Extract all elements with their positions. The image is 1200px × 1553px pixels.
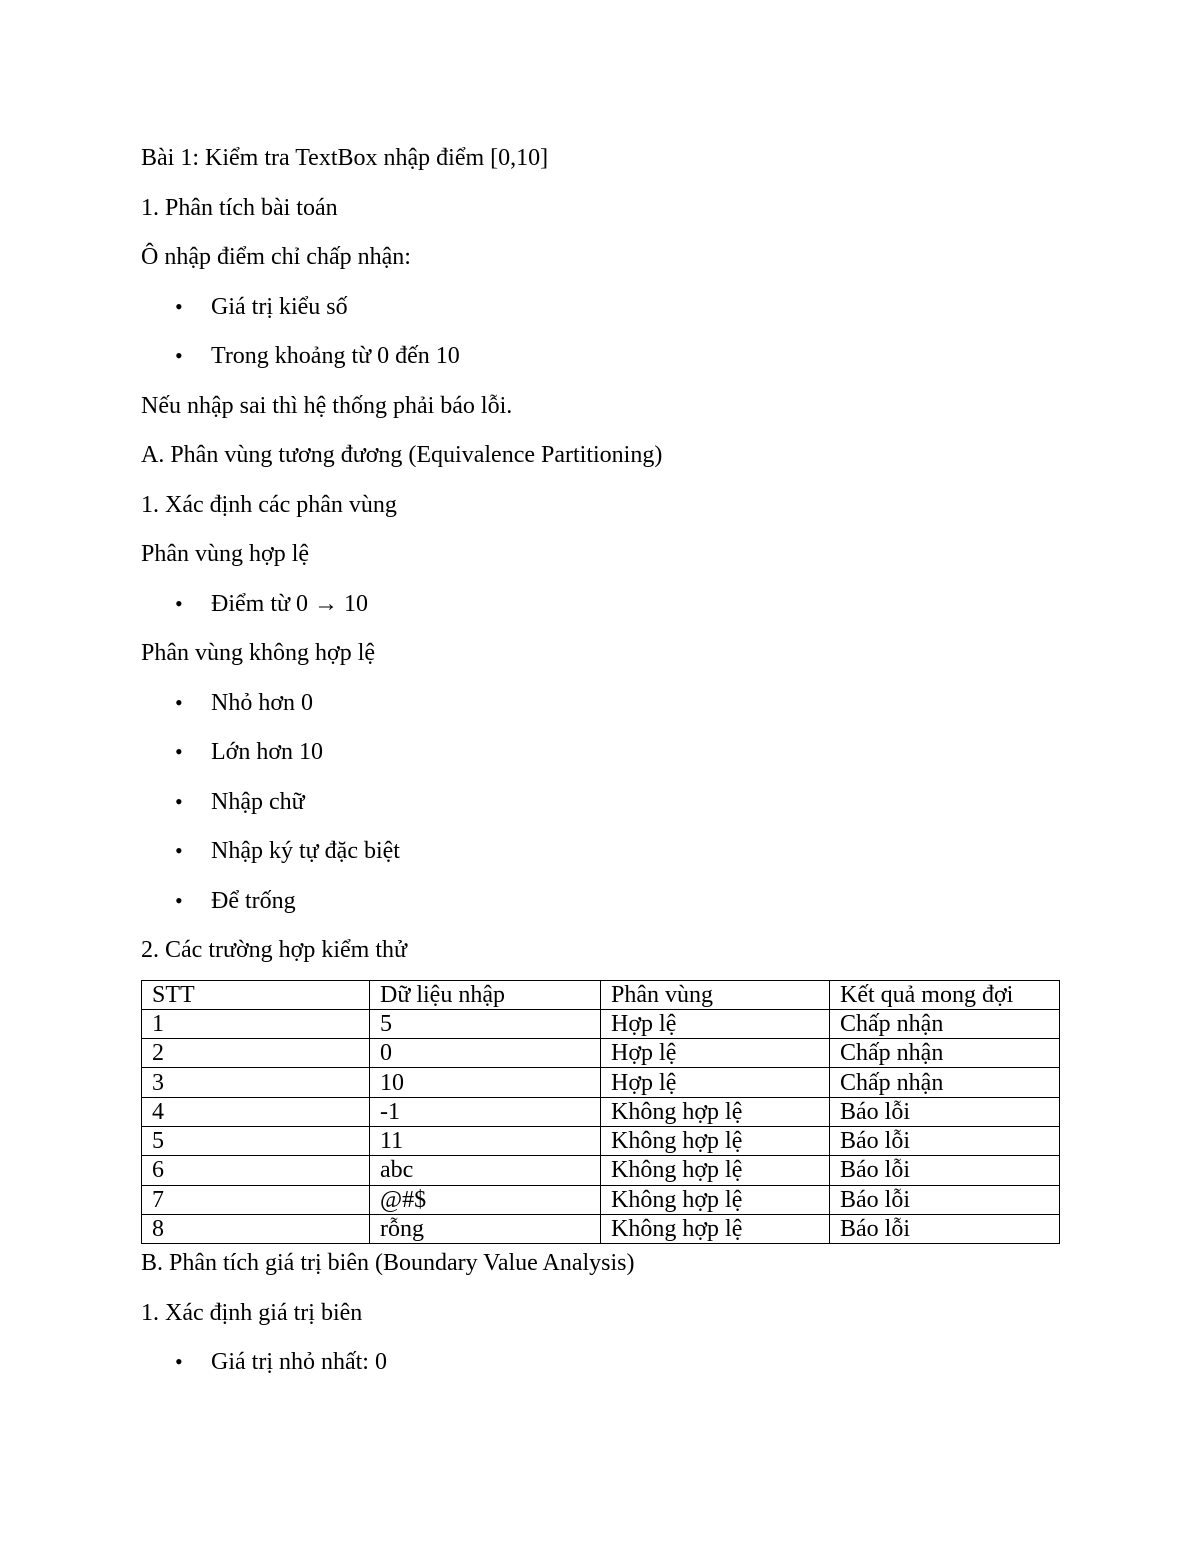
part-b-sub1-heading: 1. Xác định giá trị biên — [141, 1299, 363, 1326]
invalid-partition-heading: Phân vùng không hợp lệ — [141, 640, 376, 666]
table-cell: Hợp lệ — [601, 1009, 830, 1038]
table-cell: 1 — [142, 1009, 370, 1038]
table-cell: 0 — [370, 1039, 601, 1068]
table-cell: Không hợp lệ — [601, 1185, 830, 1214]
invalid-partition-item: • Để trống — [141, 883, 1059, 933]
table-cell: Báo lỗi — [830, 1097, 1060, 1126]
table-row — [142, 1156, 1060, 1185]
invalid-partition-item: • Nhập ký tự đặc biệt — [141, 833, 1059, 883]
document-title: Bài 1: Kiểm tra TextBox nhập điểm [0,10] — [141, 145, 549, 171]
table-row — [142, 1097, 1060, 1126]
invalid-partition-item: • Nhập chữ — [141, 784, 1059, 834]
table-cell: Không hợp lệ — [601, 1214, 830, 1243]
invalid-partition-item: • Nhỏ hơn 0 — [141, 685, 1059, 735]
part-a-heading: A. Phân vùng tương đương (Equivalence Partitioning) — [141, 442, 663, 468]
table-cell: Báo lỗi — [830, 1185, 1060, 1214]
table-cell: 10 — [370, 1068, 601, 1097]
table-cell: Chấp nhận — [830, 1039, 1060, 1068]
table-cell: 4 — [142, 1097, 370, 1126]
part-a-sub2-heading: 2. Các trường hợp kiểm thử — [141, 937, 408, 963]
document-page — [141, 140, 1059, 1394]
table-cell: @#$ — [370, 1185, 601, 1214]
table-row — [142, 1214, 1060, 1243]
table-header-row — [142, 980, 1060, 1009]
table-row — [142, 1039, 1060, 1068]
boundary-value-item: • Giá trị nhỏ nhất: 0 — [141, 1344, 1059, 1394]
table-header-cell: Kết quả mong đợi — [830, 980, 1060, 1009]
table-row — [142, 1068, 1060, 1097]
part-a-sub1-heading: 1. Xác định các phân vùng — [141, 491, 397, 518]
table-cell: Chấp nhận — [830, 1068, 1060, 1097]
valid-partition-item: • Điểm từ 0 → 10 — [141, 586, 1059, 636]
table-cell: 5 — [142, 1126, 370, 1155]
invalid-partition-item: • Lớn hơn 10 — [141, 734, 1059, 784]
table-cell: Không hợp lệ — [601, 1156, 830, 1185]
table-row — [142, 1126, 1060, 1155]
valid-partition-heading: Phân vùng hợp lệ — [141, 541, 310, 567]
error-note: Nếu nhập sai thì hệ thống phải báo lỗi. — [141, 392, 513, 419]
part-b-heading: B. Phân tích giá trị biên (Boundary Value Analysis) — [141, 1250, 635, 1277]
table-cell: abc — [370, 1156, 601, 1185]
table-cell: rỗng — [370, 1214, 601, 1243]
table-cell: 11 — [370, 1126, 601, 1155]
table-cell: Chấp nhận — [830, 1009, 1060, 1038]
table-row — [142, 1185, 1060, 1214]
table-cell: Báo lỗi — [830, 1156, 1060, 1185]
table-cell: Hợp lệ — [601, 1068, 830, 1097]
accept-rule-item: • Giá trị kiểu số — [141, 289, 1059, 339]
table-cell: Báo lỗi — [830, 1126, 1060, 1155]
table-cell: 6 — [142, 1156, 370, 1185]
table-cell: 8 — [142, 1214, 370, 1243]
table-cell: Không hợp lệ — [601, 1097, 830, 1126]
table-cell: Không hợp lệ — [601, 1126, 830, 1155]
table-cell: Báo lỗi — [830, 1214, 1060, 1243]
table-row — [142, 1009, 1060, 1038]
table-cell: 7 — [142, 1185, 370, 1214]
table-cell: 5 — [370, 1009, 601, 1038]
table-header-cell: Phân vùng — [601, 980, 830, 1009]
table-header-cell: Dữ liệu nhập — [370, 980, 601, 1009]
table-cell: -1 — [370, 1097, 601, 1126]
accept-rule-item: • Trong khoảng từ 0 đến 10 — [141, 338, 1059, 388]
table-cell: Hợp lệ — [601, 1039, 830, 1068]
test-case-table — [141, 980, 1060, 1245]
section-heading-analysis: 1. Phân tích bài toán — [141, 194, 338, 221]
table-cell: 2 — [142, 1039, 370, 1068]
intro-text: Ô nhập điểm chỉ chấp nhận: — [141, 244, 411, 270]
table-header-cell: STT — [142, 980, 370, 1009]
table-cell: 3 — [142, 1068, 370, 1097]
